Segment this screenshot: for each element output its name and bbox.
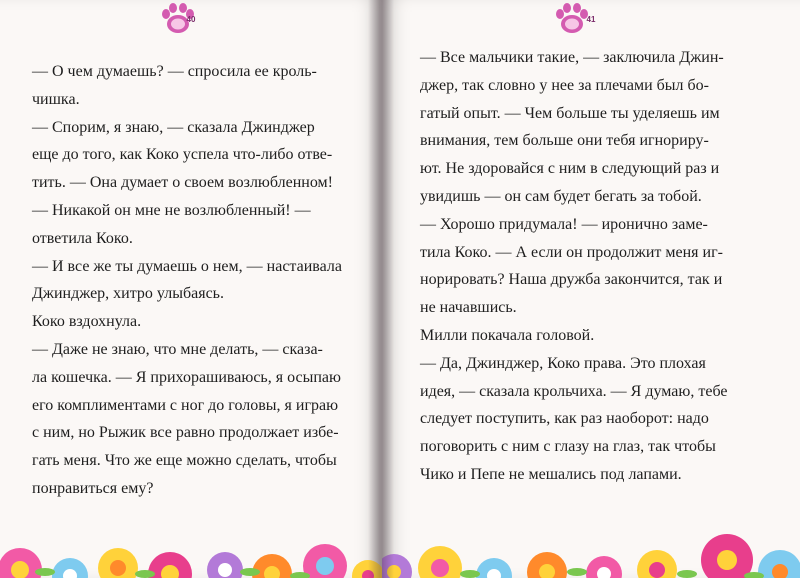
text-line: — Да, Джинджер, Коко права. Это плохая	[420, 354, 706, 372]
left-page	[0, 0, 382, 578]
text-line: поговорить с ним с глазу на глаз, так чтобы	[420, 438, 716, 456]
text-line: — Спорим, я знаю, — сказала Джинджер	[32, 118, 315, 136]
text-line: Чико и Пепе не мешались под лапами.	[420, 465, 682, 483]
text-line: — Хорошо придумала! — иронично заме-	[420, 215, 708, 233]
text-line: гать меня. Что же еще можно сделать, чтобы	[32, 452, 337, 470]
text-line: понравиться ему?	[32, 479, 154, 497]
flower-decoration	[0, 544, 382, 578]
text-line: тить. — Она думает о своем возлюбленном!	[32, 174, 333, 192]
text-line: внимания, тем больше они тебя игнориру-	[420, 132, 709, 150]
text-line: Джинджер, хитро улыбаясь.	[32, 285, 224, 303]
text-line: его комплиментами с ног до головы, я играю	[32, 396, 339, 414]
text-line: ответила Коко.	[32, 229, 133, 247]
text-line: — И все же ты думаешь о нем, — настаивала	[32, 257, 342, 275]
right-page-text	[420, 44, 782, 489]
flower-decoration	[382, 534, 800, 578]
text-line: идея, — сказала крольчиха. — Я думаю, тебе	[420, 382, 728, 400]
text-line: с ним, но Рыжик все равно продолжает избе-	[32, 424, 339, 442]
text-line: — О чем думаешь? — спросила ее кроль-	[32, 63, 317, 80]
text-line: тила Коко. — А если он продолжит меня иг-	[420, 243, 723, 261]
text-line: следует поступить, как раз наоборот: надо	[420, 410, 709, 428]
text-line: чишка.	[32, 90, 80, 108]
text-line: Милли покачала головой.	[420, 326, 595, 344]
text-line: гатый опыт. — Чем больше ты уделяешь им	[420, 104, 720, 122]
text-line: — Даже не знаю, что мне делать, — сказа-	[32, 340, 323, 358]
text-line: не начавшись.	[420, 299, 517, 317]
right-page	[382, 0, 800, 578]
page-number: 41	[586, 15, 596, 24]
text-line: джер, так словно у нее за плечами был бо-	[420, 76, 709, 94]
flower-border	[0, 508, 382, 578]
text-line: — Все мальчики такие, — заключила Джин-	[420, 49, 724, 66]
text-line: ла кошечка. — Я прихорашиваюсь, я осыпаю	[32, 368, 341, 386]
text-line: Коко вздохнула.	[32, 313, 142, 331]
page-number: 40	[186, 15, 196, 24]
text-line: — Никакой он мне не возлюбленный! —	[32, 201, 311, 219]
text-line: ют. Не здоровайся с ним в следующий раз и	[420, 160, 720, 178]
flower-border	[382, 508, 800, 578]
text-line: еще до того, как Коко успела что-либо отве-	[32, 146, 333, 164]
text-line: увидишь — он сам будет бегать за тобой.	[420, 187, 702, 205]
text-line: норировать? Наша дружба закончится, так и	[420, 271, 723, 289]
left-page-text	[32, 58, 362, 503]
